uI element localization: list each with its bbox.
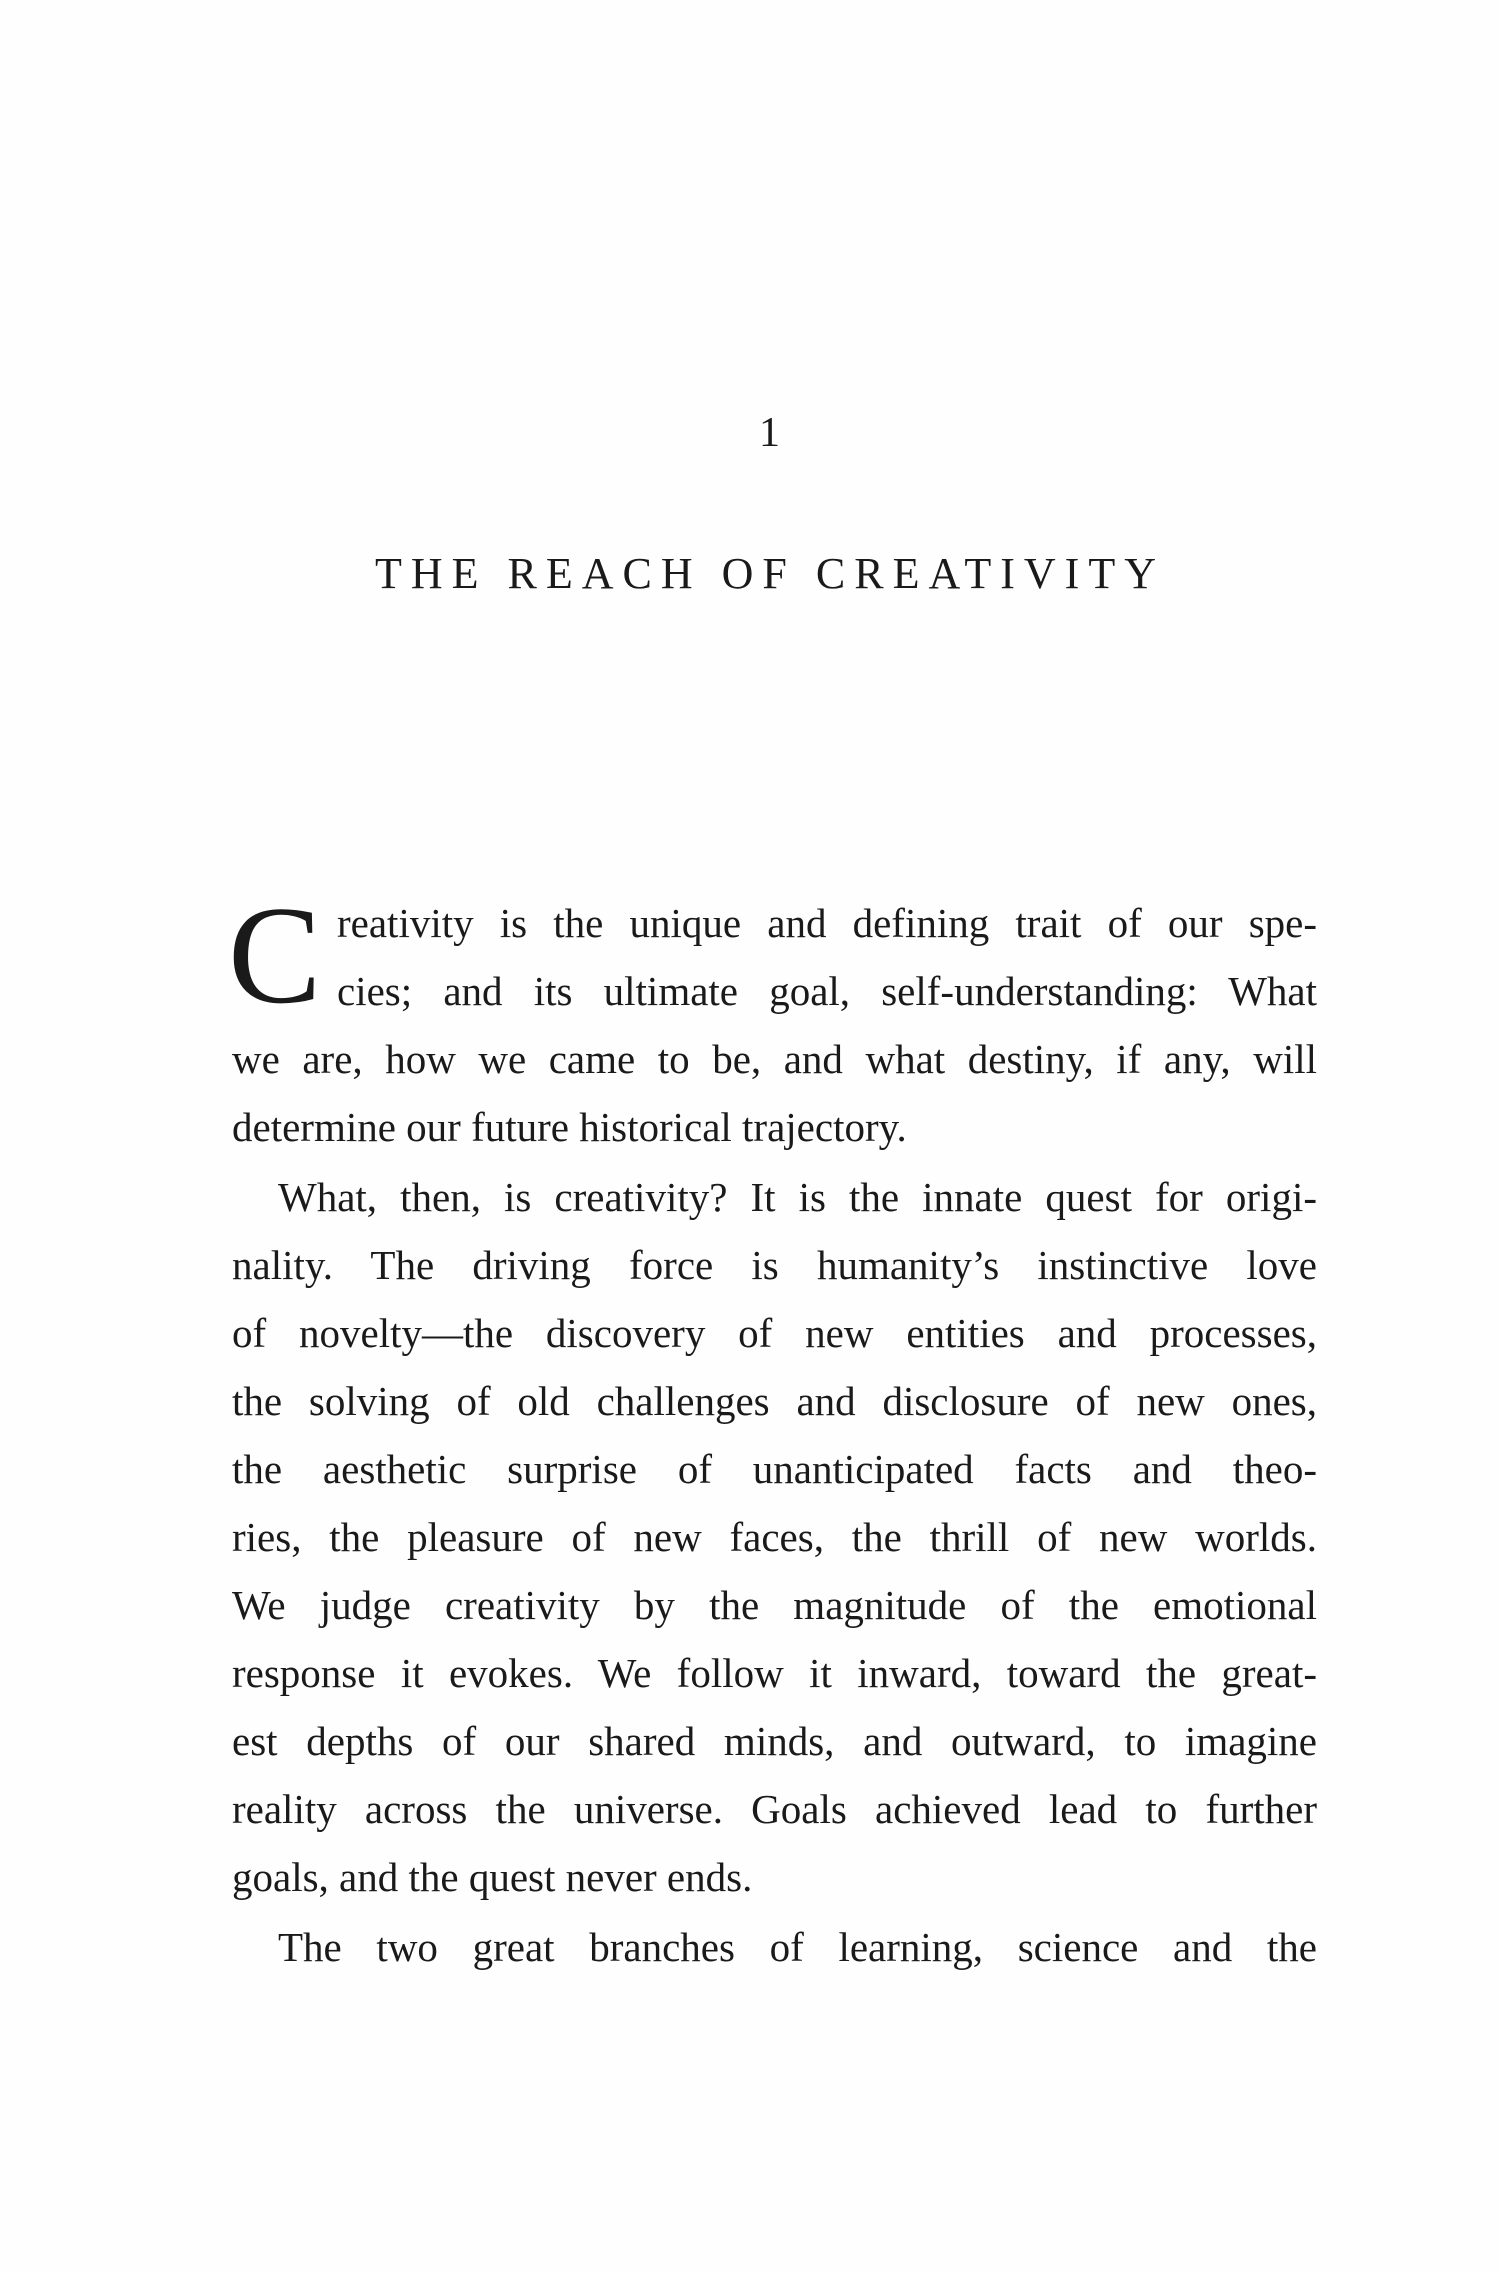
text-line: determine our future historical trajectory. [232, 1104, 907, 1150]
text-line: the aesthetic surprise of unanticipated facts and theo- [232, 1446, 1317, 1492]
text-line: We judge creativity by the magnitude of the emotional [232, 1582, 1317, 1628]
text-line: we are, how we came to be, and what destiny, if any, will [232, 1036, 1317, 1082]
text-line: The two great branches of learning, science and the [278, 1924, 1317, 1970]
text-line: est depths of our shared minds, and outward, to imagine [232, 1718, 1317, 1764]
text-line: goals, and the quest never ends. [232, 1854, 753, 1900]
text-line: What, then, is creativity? It is the innate quest for origi- [278, 1174, 1317, 1220]
drop-cap: C [228, 878, 322, 1033]
chapter-title: THE REACH OF CREATIVITY [375, 549, 1165, 598]
text-line: response it evokes. We follow it inward, toward the great- [232, 1650, 1317, 1696]
text-line: nality. The driving force is humanity’s instinctive love [232, 1242, 1317, 1288]
text-line: reativity is the unique and defining trait of our spe- [337, 900, 1317, 946]
text-line: ries, the pleasure of new faces, the thrill of new worlds. [232, 1514, 1317, 1560]
text-line: reality across the universe. Goals achieved lead to further [232, 1786, 1317, 1832]
chapter-number: 1 [759, 410, 781, 456]
text-line: the solving of old challenges and disclosure of new ones, [232, 1378, 1317, 1424]
text-line: cies; and its ultimate goal, self-understanding: What [337, 968, 1317, 1014]
text-line: of novelty—the discovery of new entities and processes, [232, 1310, 1317, 1356]
